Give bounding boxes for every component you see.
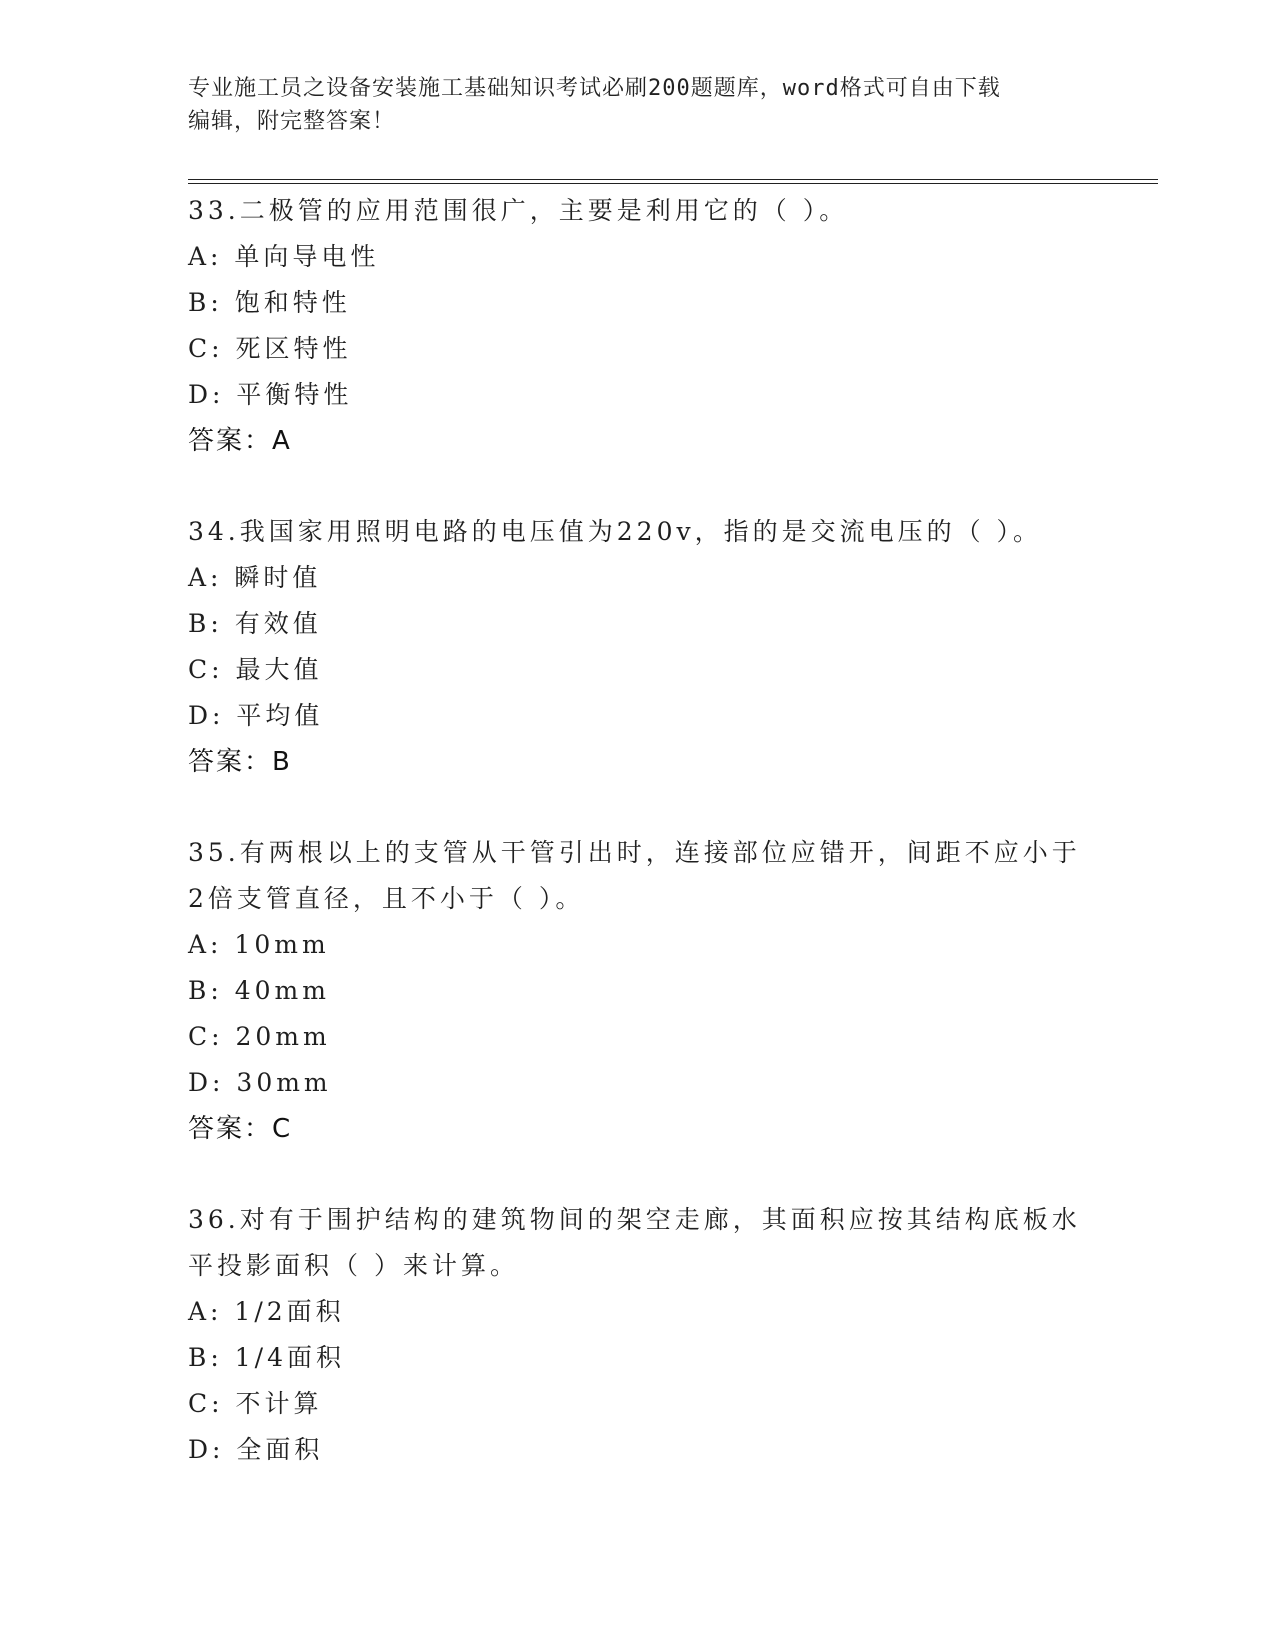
answer-label: 答案：C <box>188 1114 293 1144</box>
question-36 <box>188 1197 1088 1473</box>
question-list <box>188 188 1088 1473</box>
option-a: A: 1/2面积 <box>188 1297 345 1326</box>
header-title-line-2: 编辑，附完整答案！ <box>188 109 396 134</box>
question-text: 34.我国家用照明电路的电压值为220v，指的是交流电压的（ ）。 <box>188 517 1043 546</box>
option-b: B: 有效值 <box>188 609 322 638</box>
question-spacer <box>188 464 1088 509</box>
question-text-line-1: 36.对有于围护结构的建筑物间的架空走廊，其面积应按其结构底板水 <box>188 1205 1081 1234</box>
option-b: B: 1/4面积 <box>188 1343 345 1372</box>
option-d: D: 平均值 <box>188 701 324 730</box>
option-a: A: 瞬时值 <box>188 563 322 592</box>
option-b: B: 饱和特性 <box>188 288 351 317</box>
question-text-line-2: 2倍支管直径，且不小于（ ）。 <box>188 884 585 913</box>
question-spacer <box>188 785 1088 830</box>
option-a: A: 10mm <box>188 930 330 959</box>
question-spacer <box>188 1152 1088 1197</box>
option-c: C: 死区特性 <box>188 334 352 363</box>
answer-label: 答案：B <box>188 747 292 777</box>
option-c: C: 不计算 <box>188 1389 323 1418</box>
document-header <box>188 72 1088 138</box>
option-d: D: 全面积 <box>188 1435 324 1464</box>
option-c: C: 20mm <box>188 1022 331 1051</box>
option-c: C: 最大值 <box>188 655 323 684</box>
question-text: 33.二极管的应用范围很广，主要是利用它的（ ）。 <box>188 196 849 225</box>
option-d: D: 30mm <box>188 1068 332 1097</box>
option-d: D: 平衡特性 <box>188 380 353 409</box>
option-a: A: 单向导电性 <box>188 242 380 271</box>
option-b: B: 40mm <box>188 976 330 1005</box>
header-title-line-1: 专业施工员之设备安装施工基础知识考试必刷200题题库，word格式可自由下载 <box>188 76 1001 101</box>
answer-label: 答案：A <box>188 426 292 456</box>
header-divider-bottom <box>188 183 1158 184</box>
question-34 <box>188 509 1088 785</box>
question-33 <box>188 188 1088 464</box>
question-text-line-1: 35.有两根以上的支管从干管引出时，连接部位应错开，间距不应小于 <box>188 838 1081 867</box>
question-text-line-2: 平投影面积（ ）来计算。 <box>188 1251 519 1280</box>
header-divider-top <box>188 179 1158 180</box>
question-35 <box>188 830 1088 1152</box>
